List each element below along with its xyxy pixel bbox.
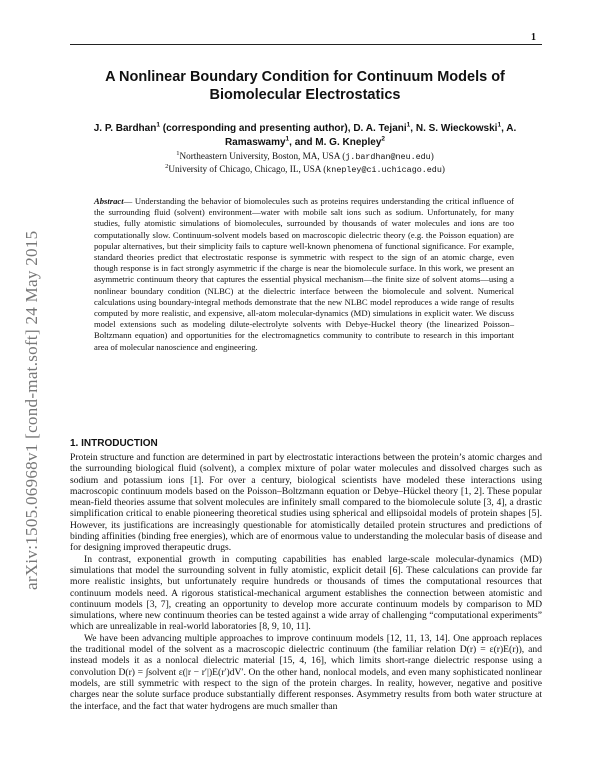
arxiv-identifier: arXiv:1505.06968v1 [cond-mat.soft] 24 May 2015 bbox=[22, 230, 41, 590]
author-separator: , bbox=[501, 123, 507, 134]
author-name: N. S. Wieckowski bbox=[415, 123, 498, 134]
title-line-2: Biomolecular Electrostatics bbox=[209, 87, 401, 103]
affiliation-1 bbox=[80, 150, 530, 163]
author-affil-marker: 2 bbox=[381, 135, 386, 143]
author-name: D. A. Tejani bbox=[353, 123, 407, 134]
affil-email[interactable]: j.bardhan@neu.edu bbox=[345, 152, 431, 162]
author-name: J. P. Bardhan bbox=[93, 123, 157, 134]
author-affil-marker: 1 bbox=[285, 135, 290, 143]
affil-marker: 1 bbox=[176, 149, 180, 157]
paper-title bbox=[80, 68, 530, 104]
affil-marker: 2 bbox=[165, 162, 169, 170]
affil-text: University of Chicago, Chicago, IL, USA ( bbox=[168, 164, 327, 174]
author-separator: , and bbox=[289, 137, 316, 148]
affil-close: ) bbox=[441, 164, 445, 174]
affil-close: ) bbox=[430, 151, 434, 161]
paragraph: Protein structure and function are determined in part by electrostatic interactions between the protein’s atomic charges and the surrounding biological fluid (solvent), a complex mixture of polar water molecules and dissolved charges such as sodium and potassium ions [1]. For over a century, biological scientists have modeled these interactions using macroscopic continuum models based on the Poisson–Boltzmann equation or Debye–Hückel theory [1, 2]. These popular mean-field theories assume that solvent molecules are infinitely small compared to the biomolecule solute [3, 4], a drastic simplification critical to enable pioneering theoretical studies using spherical and ellipsoidal models of protein shapes [5]. However, its justifications are increasingly questionable for atomistically detailed protein structures and predictions of binding affinities (binding free energies), which are of enormous value to understanding the molecular basis of disease and for designing improved therapeutic drugs. bbox=[70, 452, 542, 554]
author-list bbox=[80, 122, 530, 150]
paragraph: We have been advancing multiple approaches to improve continuum models [12, 11, 13, 14]. One approach replaces the traditional model of the solvent as a macroscopic dielectric continuum (the familiar relation D(r) = ε(r)E(r)), and instead models it as a nonlocal dielectric material [15, 4, 16], which limits short-range dielectric response using a convolution D(r) = ∫solvent ε(|r − r′|)E(r′)dV′. On the other hand, nonlocal models, and even many sophisticated nonlinear models, are still symmetric with respect to the sign of the protein charges. In reality, however, negative and positive charges near the solute surface produce substantially different responses. Asymmetry results from both water structure at the interface, and the fact that water hydrogens are much smaller than bbox=[70, 632, 542, 712]
abstract-text: — Understanding the behavior of biomolecules such as proteins requires understanding the critical influence of the surrounding fluid (solvent) environment—water with mobile salt ions such as sodium. Unfortunately, for many studies, fully atomistic simulations of biomolecules, surrounded by thousands of water molecules and ions are too computationally slow. Continuum-solvent models based on macroscopic dielectric theory (e.g. the Poisson equation) are popular alternatives, but their simplicity fails to capture well-known phenomena of functional significance. For example, standard theories predict that electrostatic response is symmetric with respect to the sign of an atomic charge, even though response is in fact strongly asymmetric if the charge is near the biomolecule surface. In this work, we present an asymmetric continuum theory that captures the essential physical mechanism—the finite size of solvent atoms—using a nonlinear boundary condition (NLBC) at the dielectric interface between the biomolecule and solvent. Numerical calculations using boundary-integral methods demonstrate that the new NLBC model reproduces a wide range of results computed by more realistic, and expensive, all-atom molecular-dynamics (MD) simulations in explicit water. We discuss model extensions such as modeling dilute-electrolyte solvents with Debye-Huckel theory (the linearized Poisson–Boltzmann equation) and opportunities for the electromagnetics community to contribute to research in this important area of molecular nanoscience and engineering. bbox=[94, 196, 514, 352]
author-name: M. G. Knepley bbox=[315, 137, 382, 148]
affiliation-2 bbox=[80, 163, 530, 176]
section-heading: 1. INTRODUCTION bbox=[70, 438, 158, 449]
abstract-label: Abstract bbox=[94, 196, 124, 206]
paragraph: In contrast, exponential growth in computing capabilities has enabled large-scale molecular-dynamics (MD) simulations that model the surrounding solvent in fully atomistic, explicit detail [6]. These calculations can provide far more realistic insights, but unfortunately require hundreds or thousands of times the computational resources that continuum models need. A rigorous statistical-mechanical argument establishes the connection between atomistic and continuum models [3, 7], creating an opportunity to develop more accurate continuum models by comparison to MD simulations, where new continuum theories can be tested against a wide array of challenging “computational experiments” which are unrealizable in real-world laboratories [8, 9, 10, 11]. bbox=[70, 553, 542, 633]
author-note: (corresponding and presenting author), bbox=[159, 123, 354, 134]
author-name: A. Ramaswamy bbox=[224, 123, 517, 148]
author-separator: , bbox=[410, 123, 416, 134]
title-line-1: A Nonlinear Boundary Condition for Continuum Models of bbox=[105, 69, 505, 85]
header-rule bbox=[70, 44, 542, 45]
affil-text: Northeastern University, Boston, MA, USA ( bbox=[179, 151, 346, 161]
author-affil-marker: 1 bbox=[497, 121, 502, 129]
author-affil-marker: 1 bbox=[406, 121, 411, 129]
abstract bbox=[94, 196, 514, 353]
section-body bbox=[70, 452, 542, 712]
page-number: 1 bbox=[531, 32, 536, 43]
affiliations bbox=[80, 150, 530, 176]
author-affil-marker: 1 bbox=[156, 121, 160, 129]
affil-email[interactable]: knepley@ci.uchicago.edu bbox=[326, 165, 442, 175]
